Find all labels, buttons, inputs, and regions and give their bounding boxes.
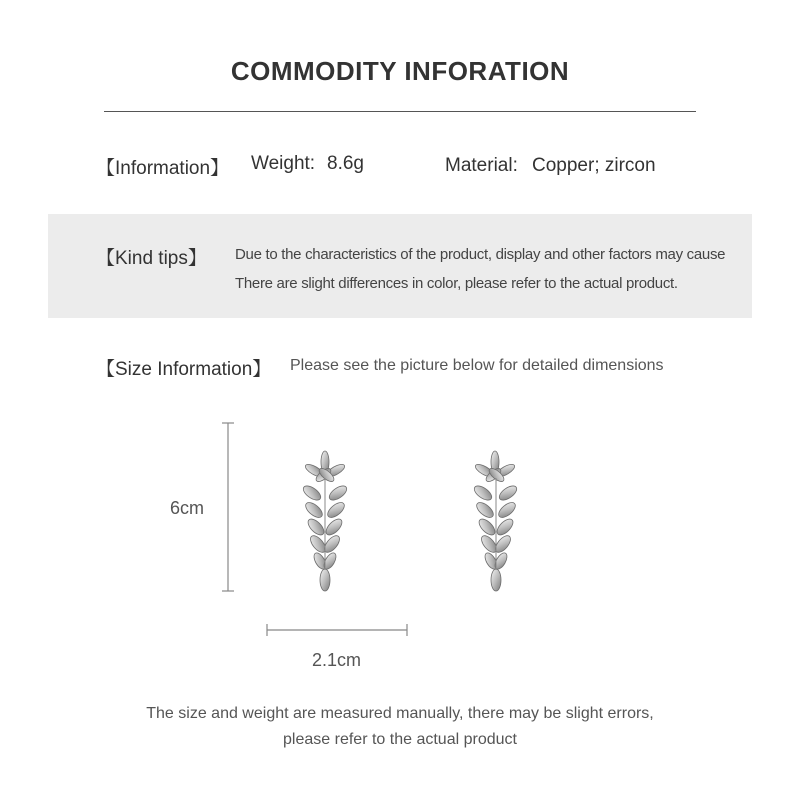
weight-value: 8.6g	[327, 153, 364, 174]
material-value: Copper; zircon	[532, 155, 656, 176]
size-information-description: Please see the picture below for detailed dimensions	[290, 357, 664, 374]
information-label: 【Information】	[96, 158, 230, 179]
kind-tips-line-2: There are slight differences in color, please refer to the actual product.	[235, 275, 678, 292]
width-dimension-label: 2.1cm	[312, 650, 362, 670]
kind-tips-line-1: Due to the characteristics of the product, display and other factors may cause	[235, 246, 726, 263]
size-information-label: 【Size Information】	[96, 359, 272, 380]
height-dimension-line	[218, 420, 238, 595]
footer-note-line-1: The size and weight are measured manually, there may be slight errors,	[146, 705, 654, 722]
material-label: Material:	[445, 155, 518, 176]
footer-note-line-2: please refer to the actual product	[283, 731, 517, 748]
weight-label: Weight:	[251, 153, 316, 174]
earring-right-image	[462, 448, 532, 598]
height-dimension-label: 6cm	[170, 498, 205, 518]
page-title: COMMODITY INFORATION	[230, 56, 570, 86]
earring-left-image	[290, 448, 360, 598]
kind-tips-label: 【Kind tips】	[96, 248, 207, 269]
width-dimension-line	[264, 621, 410, 639]
title-divider	[104, 111, 696, 112]
